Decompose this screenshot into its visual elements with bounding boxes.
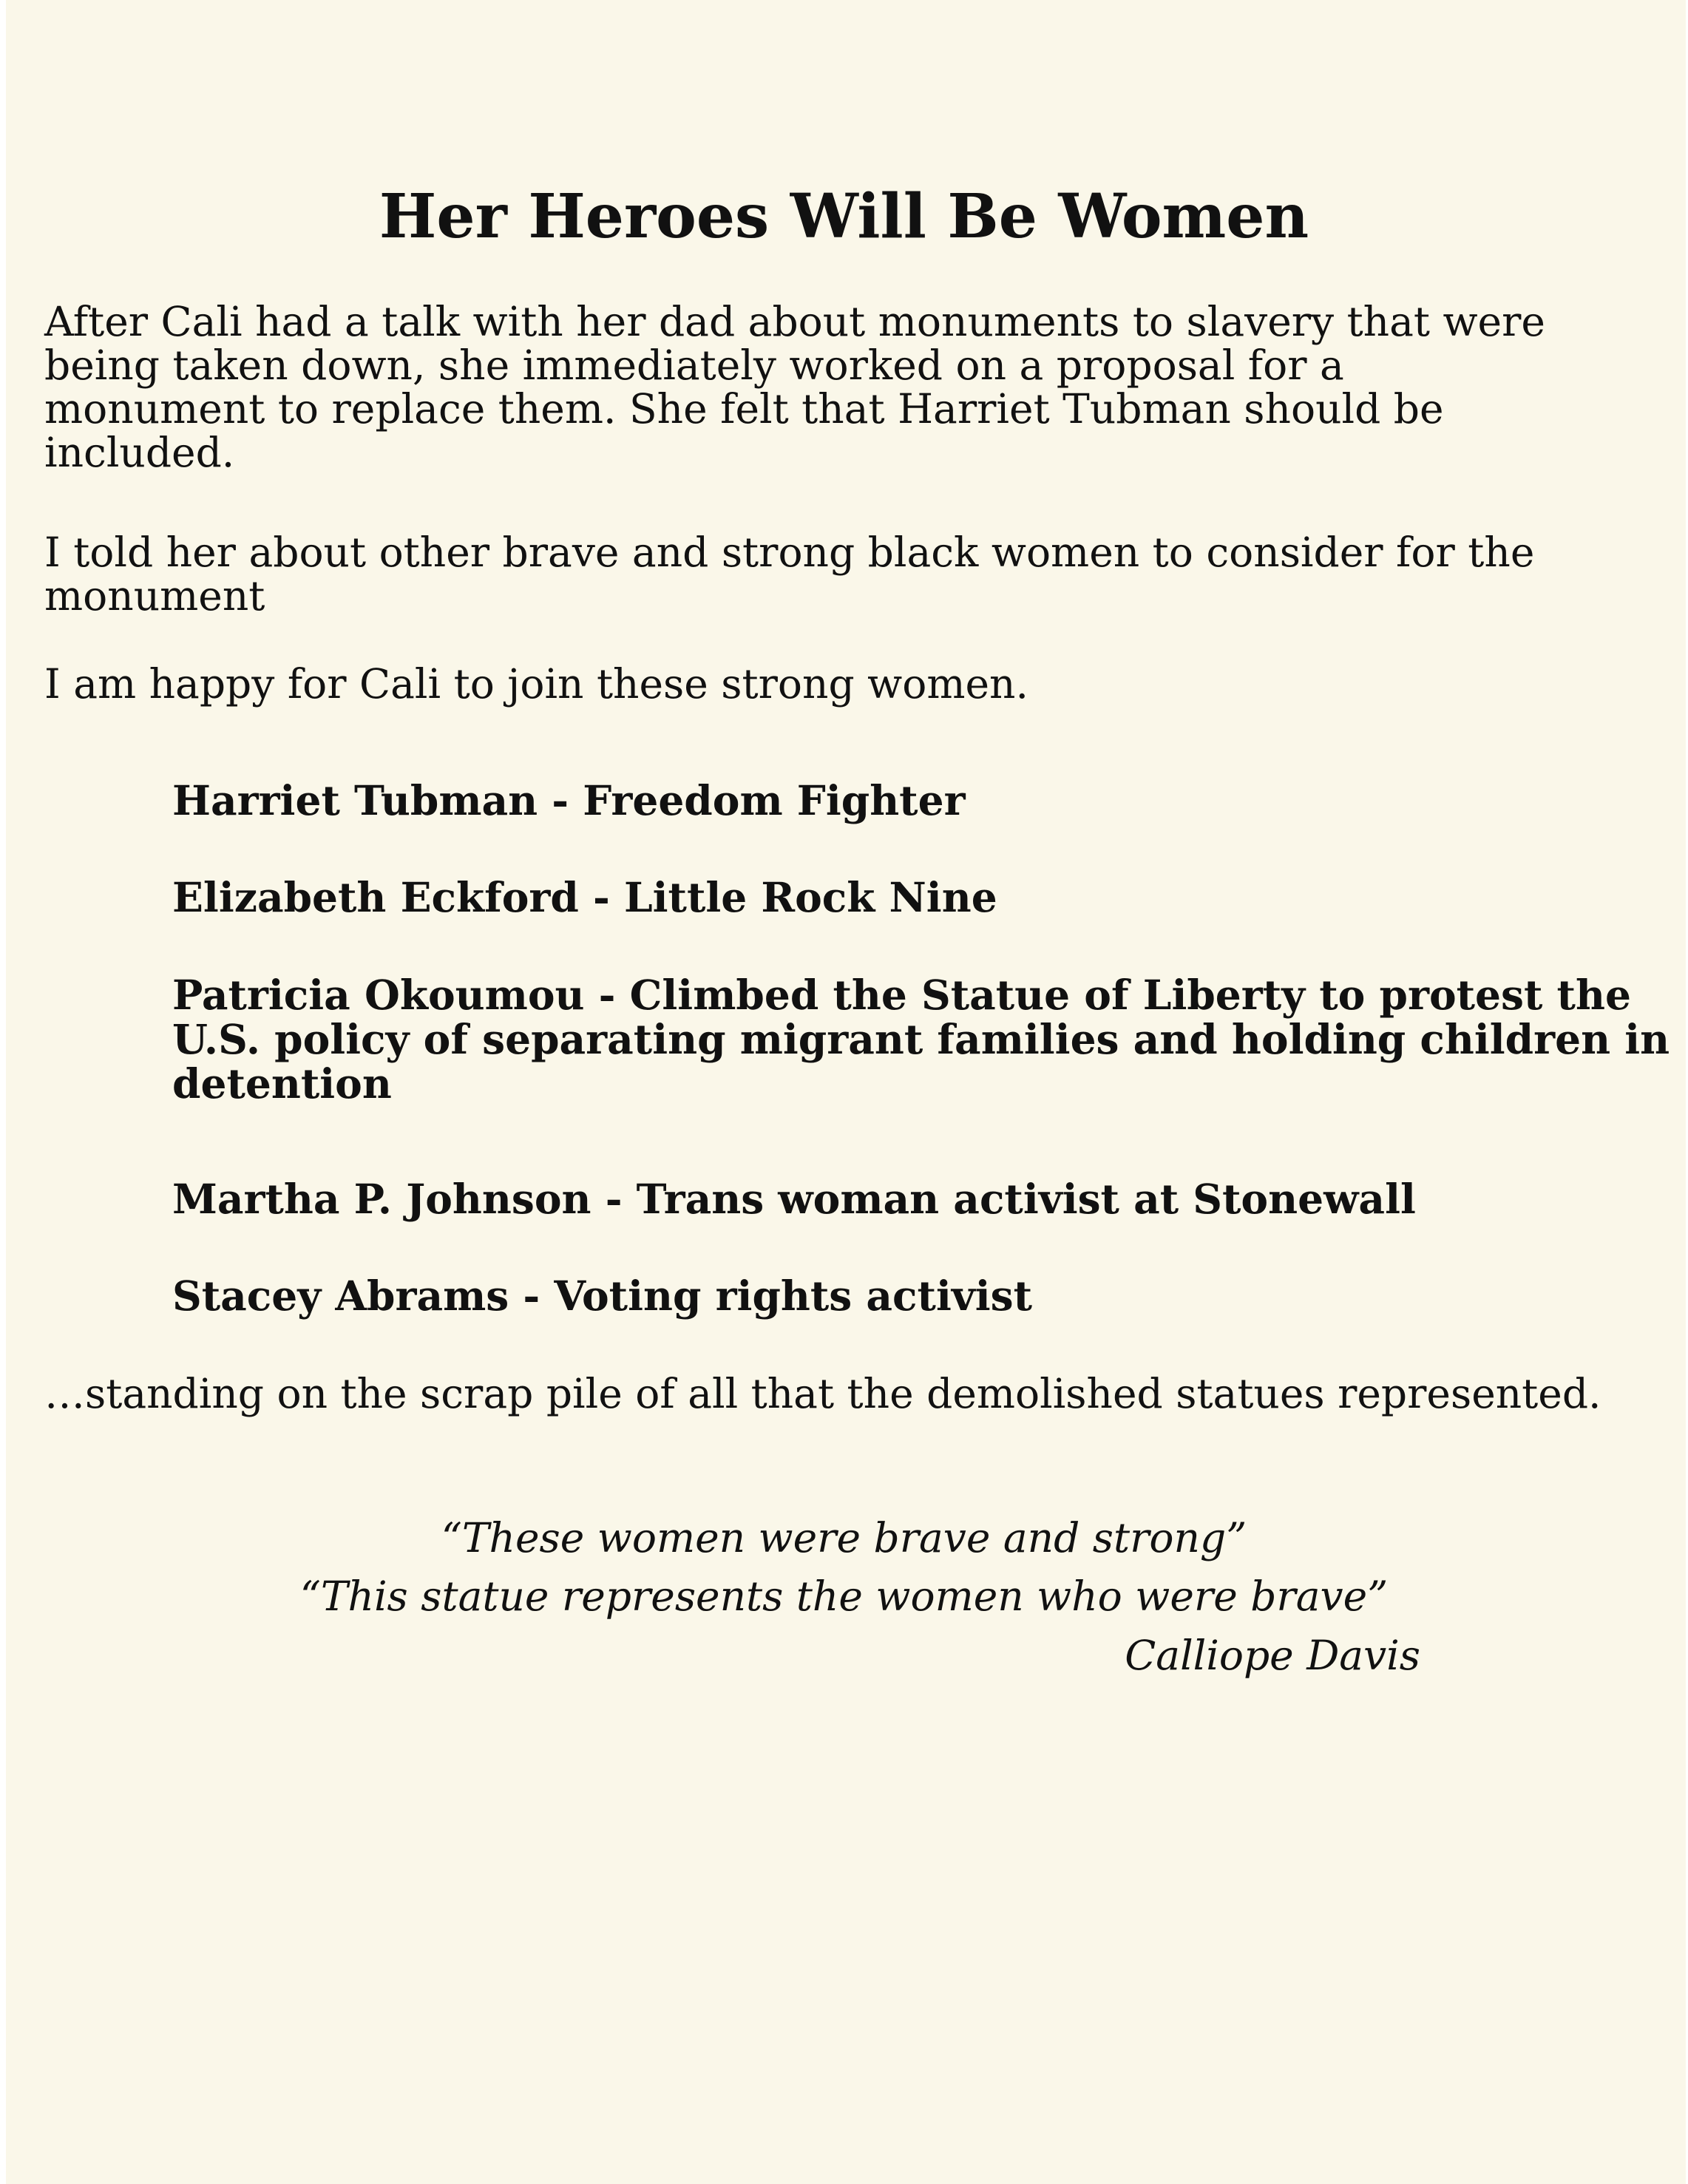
intro-line: monument to replace them. She felt that Harriet Tubman should be [44, 385, 1444, 433]
told-line: monument [44, 572, 265, 620]
told-line: I told her about other brave and strong black women to consider for the [44, 529, 1535, 576]
hero-line: detention [172, 1059, 392, 1108]
hero-line: Stacey Abrams - Voting rights activist [172, 1272, 1033, 1320]
hero-martha-p-johnson [172, 1177, 1666, 1221]
intro-line: being taken down, she immediately worked on a proposal for a [44, 342, 1344, 389]
hero-line: Patricia Okoumou - Climbed the Statue of Liberty to protest the [172, 971, 1631, 1019]
quote-author: Calliope Davis [1125, 1632, 1420, 1679]
hero-line: Martha P. Johnson - Trans woman activist at Stonewall [172, 1175, 1416, 1223]
hero-line: U.S. policy of separating migrant families and holding children in [172, 1015, 1670, 1063]
closing-paragraph: …standing on the scrap pile of all that the demolished statues represented. [44, 1370, 1601, 1417]
hero-harriet-tubman [172, 776, 1666, 824]
quote-line-1: “These women were brave and strong” [441, 1514, 1247, 1561]
hero-line: Harriet Tubman - Freedom Fighter [172, 776, 966, 824]
page-left-edge [0, 0, 6, 2184]
intro-line: included. [44, 429, 235, 476]
hero-elizabeth-eckford [172, 875, 1666, 920]
hero-stacey-abrams [172, 1274, 1666, 1318]
quote-line-2: “This statue represents the women who were brave” [299, 1573, 1389, 1620]
hero-line: Elizabeth Eckford - Little Rock Nine [172, 873, 997, 921]
intro-paragraph [44, 300, 1664, 475]
intro-line: After Cali had a talk with her dad about monuments to slavery that were [44, 298, 1545, 345]
happy-paragraph: I am happy for Cali to join these strong women. [44, 660, 1028, 708]
told-paragraph [44, 531, 1664, 618]
hero-patricia-okoumou [172, 971, 1670, 1108]
page-title: Her Heroes Will Be Women [379, 181, 1309, 252]
